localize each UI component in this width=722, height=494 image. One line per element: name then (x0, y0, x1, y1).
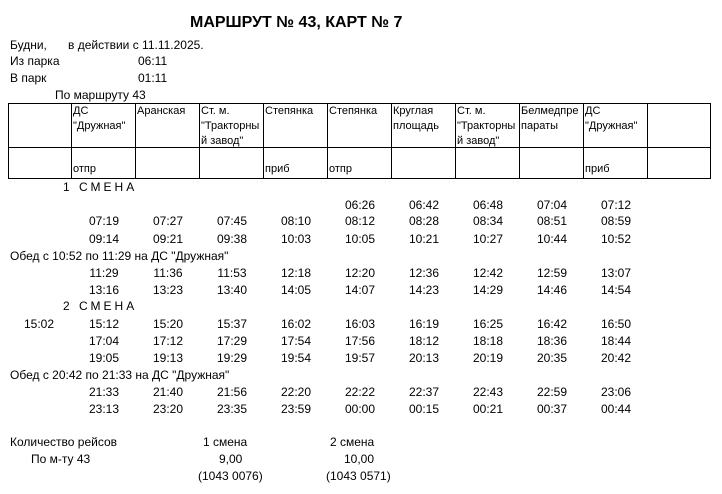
departure-time: 11:53 (217, 266, 247, 280)
departure-time: 08:12 (344, 214, 376, 228)
lunch-break-2: Обед с 20:42 по 21:33 на ДС "Дружная" (10, 368, 230, 382)
departure-time: 10:05 (344, 232, 376, 246)
departure-time: 00:37 (536, 402, 568, 416)
stop-name: ДС "Дружная" (73, 105, 126, 132)
grid-vline (519, 103, 520, 179)
grid-vline (71, 103, 72, 179)
departure-time: 22:43 (472, 385, 504, 399)
departure-time: 12:59 (536, 266, 568, 280)
departure-time: 12:18 (280, 266, 312, 280)
from-park-label: Из парка (10, 54, 60, 68)
grid-vline (583, 103, 584, 179)
valid-from-label: в действии с 11.11.2025. (68, 38, 204, 52)
departure-time: 09:21 (152, 232, 184, 246)
departure-time: 13:07 (600, 266, 632, 280)
grid-vline (710, 103, 711, 179)
departure-time: 20:42 (600, 351, 632, 365)
departure-time: 23:06 (600, 385, 632, 399)
departure-time: 16:25 (472, 317, 504, 331)
shift-2-start-time: 15:02 (24, 317, 55, 331)
departure-time: 22:20 (280, 385, 312, 399)
departure-time: 15:12 (88, 317, 120, 331)
departure-time: 19:05 (88, 351, 120, 365)
stops-header-table (8, 103, 711, 179)
lunch-break-1: Обед с 10:52 по 11:29 на ДС "Дружная" (10, 249, 229, 263)
departure-time: 07:27 (152, 214, 184, 228)
departure-time: 22:59 (536, 385, 568, 399)
from-park-time: 06:11 (138, 54, 168, 68)
departure-time: 18:36 (536, 334, 568, 348)
stop-event-type: отпр (329, 163, 352, 175)
departure-time: 07:12 (600, 198, 632, 212)
departure-time: 00:00 (344, 402, 376, 416)
departure-time: 16:03 (344, 317, 376, 331)
shift1-summary-header: 1 смена (203, 435, 248, 449)
stop-name: Белмедпре параты (521, 105, 579, 132)
departure-time: 14:29 (472, 283, 504, 297)
departure-time: 17:12 (152, 334, 184, 348)
to-park-time: 01:11 (138, 71, 168, 85)
departure-time: 17:29 (216, 334, 248, 348)
shift-1-label: 1 СМЕНА (63, 180, 138, 194)
page-title: МАРШРУТ № 43, КАРТ № 7 (190, 14, 403, 31)
timetable-row (0, 283, 722, 300)
departure-time: 15:20 (152, 317, 184, 331)
departure-time: 14:54 (600, 283, 632, 297)
grid-vline (8, 103, 9, 179)
departure-time: 06:26 (344, 198, 376, 212)
departure-time: 16:19 (408, 317, 440, 331)
departure-time: 23:20 (152, 402, 184, 416)
stop-name: Степянка (329, 105, 378, 117)
departure-time: 16:02 (280, 317, 312, 331)
departure-time: 12:20 (344, 266, 376, 280)
departure-time: 08:59 (600, 214, 632, 228)
stop-name: ДС "Дружная" (585, 105, 638, 132)
shift1-code: (1043 0076) (198, 469, 263, 483)
stop-name: Круглая площадь (393, 105, 439, 132)
shift2-code: (1043 0571) (326, 469, 391, 483)
departure-time: 16:42 (536, 317, 568, 331)
departure-time: 18:44 (600, 334, 632, 348)
timetable-row (0, 232, 722, 249)
departure-time: 22:37 (408, 385, 440, 399)
departure-time: 22:22 (344, 385, 376, 399)
departure-time: 19:29 (216, 351, 248, 365)
timetable-row (0, 351, 722, 368)
departure-time: 10:27 (472, 232, 504, 246)
departure-time: 23:35 (216, 402, 248, 416)
departure-time: 21:33 (88, 385, 120, 399)
grid-vline (455, 103, 456, 179)
stop-name: Степянка (265, 105, 314, 117)
shift1-trip-count: 9,00 (219, 452, 243, 466)
stop-name: Аранская (137, 105, 186, 117)
departure-time: 18:12 (408, 334, 440, 348)
departure-time: 11:29 (89, 266, 119, 280)
departure-time: 17:56 (344, 334, 376, 348)
stop-name: Ст. м. "Тракторны й завод" (201, 105, 260, 147)
departure-time: 00:44 (600, 402, 632, 416)
departure-time: 19:13 (152, 351, 184, 365)
departure-time: 20:35 (536, 351, 568, 365)
shift-2-label: 2 СМЕНА (63, 299, 138, 313)
grid-vline (199, 103, 200, 179)
stop-name: Ст. м. "Тракторны й завод" (457, 105, 516, 147)
to-park-label: В парк (10, 71, 47, 85)
departure-time: 14:05 (280, 283, 312, 297)
departure-time: 06:48 (472, 198, 504, 212)
timetable-row (0, 214, 722, 231)
departure-time: 17:54 (280, 334, 312, 348)
timetable-row (0, 266, 722, 283)
departure-time: 08:28 (408, 214, 440, 228)
departure-time: 07:45 (216, 214, 248, 228)
route-label: По маршруту 43 (55, 88, 146, 102)
timetable-row (0, 198, 722, 215)
departure-time: 10:52 (600, 232, 632, 246)
departure-time: 11:36 (153, 266, 183, 280)
grid-hline (8, 147, 711, 148)
days-label: Будни, (10, 38, 47, 52)
departure-time: 13:16 (88, 283, 120, 297)
departure-time: 08:51 (536, 214, 568, 228)
timetable-row (0, 385, 722, 402)
departure-time: 23:13 (88, 402, 120, 416)
shift2-trip-count: 10,00 (344, 452, 375, 466)
grid-vline (391, 103, 392, 179)
departure-time: 09:38 (216, 232, 248, 246)
departure-time: 23:59 (280, 402, 312, 416)
trip-count-label: Количество рейсов (10, 435, 118, 449)
timetable-row (0, 402, 722, 419)
grid-vline (135, 103, 136, 179)
departure-time: 09:14 (88, 232, 120, 246)
departure-time: 20:19 (472, 351, 504, 365)
departure-time: 07:04 (536, 198, 568, 212)
departure-time: 16:50 (600, 317, 632, 331)
grid-vline (263, 103, 264, 179)
departure-time: 13:40 (216, 283, 248, 297)
departure-time: 08:34 (472, 214, 504, 228)
departure-time: 00:21 (472, 402, 504, 416)
stop-event-type: приб (585, 163, 610, 175)
grid-vline (647, 103, 648, 179)
route-summary-label: По м-ту 43 (31, 452, 91, 466)
departure-time: 12:36 (408, 266, 440, 280)
grid-hline (8, 178, 711, 179)
departure-time: 13:23 (152, 283, 184, 297)
departure-time: 14:07 (344, 283, 376, 297)
departure-time: 17:04 (88, 334, 120, 348)
departure-time: 06:42 (408, 198, 440, 212)
timetable-row (0, 317, 722, 334)
stop-event-type: отпр (73, 163, 96, 175)
departure-time: 20:13 (408, 351, 440, 365)
departure-time: 14:46 (536, 283, 568, 297)
departure-time: 00:15 (408, 402, 440, 416)
departure-time: 18:18 (472, 334, 504, 348)
departure-time: 07:19 (88, 214, 120, 228)
departure-time: 21:56 (216, 385, 248, 399)
timetable-row (0, 334, 722, 351)
departure-time: 21:40 (152, 385, 184, 399)
departure-time: 19:57 (344, 351, 376, 365)
stop-event-type: приб (265, 163, 290, 175)
departure-time: 14:23 (408, 283, 440, 297)
departure-time: 12:42 (472, 266, 504, 280)
grid-vline (327, 103, 328, 179)
departure-time: 08:10 (280, 214, 312, 228)
departure-time: 10:21 (408, 232, 440, 246)
departure-time: 15:37 (216, 317, 248, 331)
departure-time: 10:44 (536, 232, 568, 246)
departure-time: 10:03 (280, 232, 312, 246)
shift2-summary-header: 2 смена (330, 435, 375, 449)
departure-time: 19:54 (280, 351, 312, 365)
